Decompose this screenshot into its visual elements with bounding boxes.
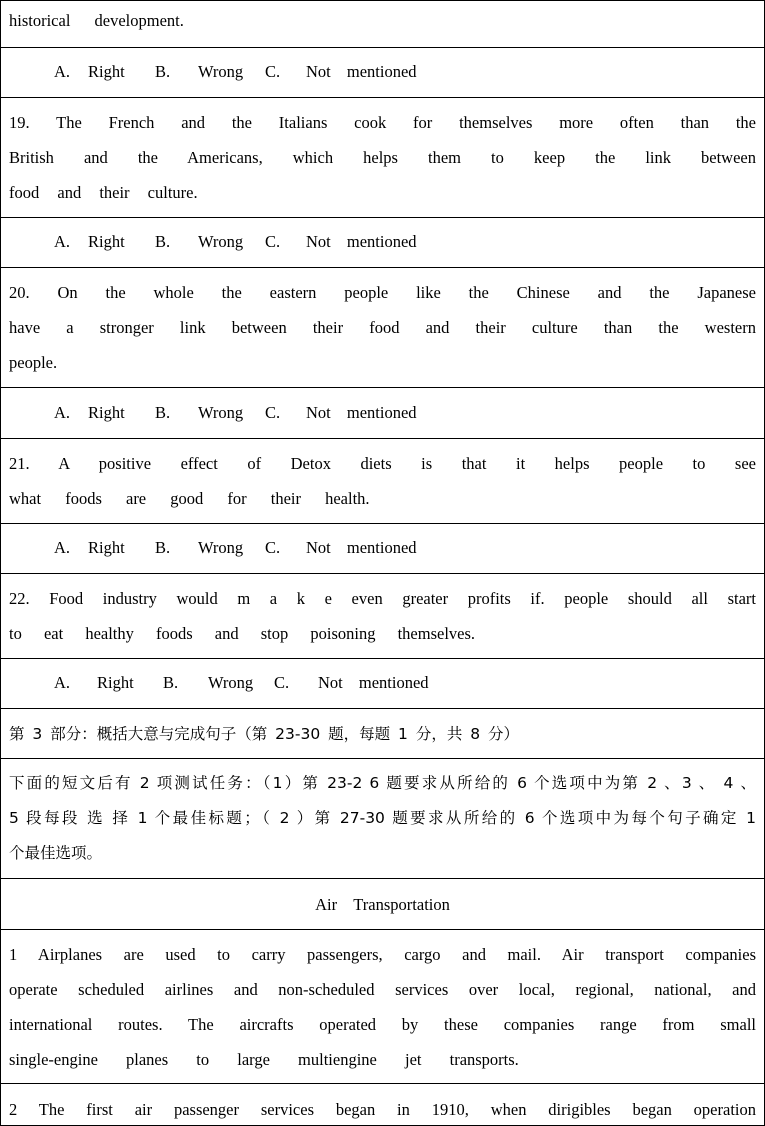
question-line: what foods are good for their health. — [9, 489, 370, 508]
question-line: to eat healthy foods and stop poisoning themselves. — [9, 624, 476, 643]
option-wrong[interactable]: Wrong — [198, 232, 244, 251]
option-c-label: C. — [274, 673, 290, 692]
row-divider — [1, 573, 764, 574]
passage-paragraph-2 — [9, 1092, 756, 1126]
option-a-label: A. — [54, 62, 71, 81]
option-right[interactable]: Right — [88, 538, 125, 557]
row-divider — [1, 523, 764, 524]
row-divider — [1, 267, 764, 268]
option-wrong[interactable]: Wrong — [208, 673, 254, 692]
question-line: food and their culture. — [9, 183, 198, 202]
option-not-mentioned[interactable]: Not mentioned — [306, 62, 417, 81]
passage-paragraph-1 — [9, 937, 756, 1077]
option-a-label: A. — [54, 538, 71, 557]
option-right[interactable]: Right — [97, 673, 134, 692]
passage-title-block — [9, 887, 756, 922]
option-not-mentioned[interactable]: Not mentioned — [318, 673, 429, 692]
row-divider — [1, 658, 764, 659]
row-divider — [1, 97, 764, 98]
row-divider — [1, 929, 764, 930]
option-not-mentioned[interactable]: Not mentioned — [306, 403, 417, 422]
option-right[interactable]: Right — [88, 232, 125, 251]
option-b-label: B. — [155, 403, 171, 422]
row-divider — [1, 1083, 764, 1084]
option-wrong[interactable]: Wrong — [198, 538, 244, 557]
paragraph-line: international routes. The aircrafts operated by these companies range from small — [9, 1015, 756, 1034]
answer-options-20 — [54, 398, 474, 428]
option-right[interactable]: Right — [88, 403, 125, 422]
option-b-label: B. — [155, 538, 171, 557]
option-a-label: A. — [54, 232, 71, 251]
part3-heading — [9, 717, 756, 752]
row-divider — [1, 47, 764, 48]
option-wrong[interactable]: Wrong — [198, 403, 244, 422]
paragraph-line: 2 The first air passenger services began in 1910, when dirigibles began operation — [9, 1100, 756, 1119]
option-b-label: B. — [163, 673, 179, 692]
question-line: have a stronger link between their food and their culture than the western — [9, 318, 756, 337]
question-line: people. — [9, 353, 58, 372]
question-line: British and the Americans, which helps them to keep the link between — [9, 148, 756, 167]
paragraph-line: 1 Airplanes are used to carry passengers, cargo and mail. Air transport companies — [9, 945, 756, 964]
row-divider — [1, 758, 764, 759]
question-line: 22. Food industry would m a k e even greater profits if. people should all start — [9, 589, 756, 608]
row-divider — [1, 387, 764, 388]
answer-options-22 — [54, 668, 494, 698]
paragraph-line: single-engine planes to large multiengine jet transports. — [9, 1050, 519, 1069]
part3-instructions — [9, 766, 756, 871]
option-wrong[interactable]: Wrong — [198, 62, 244, 81]
text-line: historical development. — [9, 11, 184, 30]
option-not-mentioned[interactable]: Not mentioned — [306, 232, 417, 251]
option-c-label: C. — [265, 62, 281, 81]
question-line: 20. On the whole the eastern people like the Chinese and the Japanese — [9, 283, 756, 302]
option-not-mentioned[interactable]: Not mentioned — [306, 538, 417, 557]
question-line: 19. The French and the Italians cook for themselves more often than the — [9, 113, 756, 132]
instruction-line: 下面的短文后有 2 项测试任务：（1）第 23-2 6 题要求从所给的 6 个选项中为第 2 、3 、 4 、 — [9, 774, 756, 792]
question-19 — [9, 105, 756, 210]
row-divider — [1, 217, 764, 218]
answer-options-18 — [54, 57, 474, 87]
question-21 — [9, 446, 756, 516]
instruction-line: 个最佳选项。 — [9, 844, 103, 862]
passage-title: Air Transportation — [315, 895, 450, 914]
answer-options-21 — [54, 533, 474, 563]
text-block-intro — [9, 3, 756, 38]
row-divider — [1, 708, 764, 709]
option-a-label: A. — [54, 673, 71, 692]
option-b-label: B. — [155, 232, 171, 251]
option-right[interactable]: Right — [88, 62, 125, 81]
question-20 — [9, 275, 756, 380]
option-b-label: B. — [155, 62, 171, 81]
option-a-label: A. — [54, 403, 71, 422]
instruction-line: 5 段每段 选 择 1 个最佳标题；（ 2 ）第 27-30 题要求从所给的 6 个选项中为每个句子确定 1 — [9, 809, 756, 827]
question-22 — [9, 581, 756, 651]
option-c-label: C. — [265, 403, 281, 422]
option-c-label: C. — [265, 232, 281, 251]
answer-options-19 — [54, 227, 474, 257]
question-line: 21. A positive effect of Detox diets is that it helps people to see — [9, 454, 756, 473]
paragraph-line: operate scheduled airlines and non-scheduled services over local, regional, national, and — [9, 980, 756, 999]
section-heading: 第 3 部分：概括大意与完成句子（第 23-30 题，每题 1 分，共 8 分） — [9, 725, 520, 743]
row-divider — [1, 438, 764, 439]
option-c-label: C. — [265, 538, 281, 557]
row-divider — [1, 878, 764, 879]
